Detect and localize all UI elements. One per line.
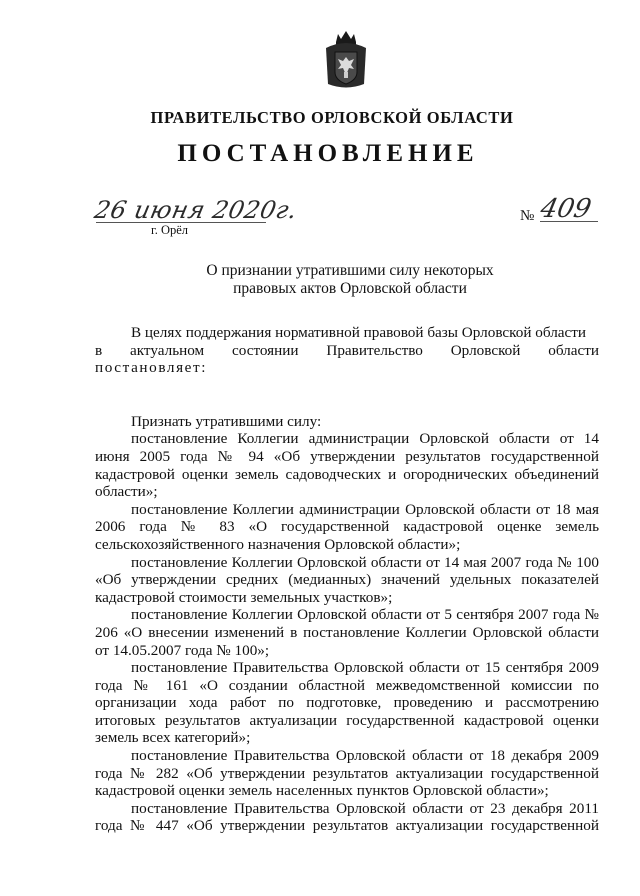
list-item: постановление Коллегии Орловской области от 5 сентября 2007 года № 206 «О внесении изменений в постановление Коллегии Орловской области от 14.05.2007 года № 100»; [95,606,599,659]
document-city: г. Орёл [151,223,189,237]
number-underline [540,221,598,222]
document-type-title: ПОСТАНОВЛЕНИЕ [177,140,479,167]
document-subject [150,262,550,298]
list-item: постановление Коллегии администрации Орловской области от 14 июня 2005 года № 94 «Об утверждении результатов государственной кадастровой оценки земель садоводческих и огороднических объединений области»; [95,430,599,501]
list-item: постановление Коллегии Орловской области от 14 мая 2007 года № 100 «Об утверждении средних (медианных) значений удельных показателей кадастровой стоимости земельных участков»; [95,553,599,606]
list-item: постановление Правительства Орловской области от 23 декабря 2011 года № 447 «Об утверждении результатов актуализации государственной [95,799,599,835]
paragraph-gap [95,377,599,413]
subject-line-1: О признании утратившими силу некоторых [206,262,494,279]
preamble-line-2: в актуальном состоянии Правительство Орловской области [95,341,599,359]
document-number: 409 [537,194,594,224]
list-item: постановление Коллегии администрации Орловской области от 18 мая 2006 года № 83 «О государственной кадастровой оценке земель сельскохозяйственного назначения Орловской области»; [95,500,599,553]
organization-title: ПРАВИТЕЛЬСТВО ОРЛОВСКОЙ ОБЛАСТИ [150,108,514,127]
subject-line-2: правовых актов Орловской области [233,280,467,297]
list-intro: Признать утратившими силу: [131,412,322,430]
list-item: постановление Правительства Орловской области от 18 декабря 2009 года № 282 «Об утверждении результатов актуализации государственной кадастровой оценки земель населенных пунктов Орловской области»; [95,747,599,800]
orel-region-coat-of-arms-icon [323,28,369,92]
number-label: № [520,208,535,224]
preamble-line-1: В целях поддержания нормативной правовой базы Орловской области [131,324,587,341]
list-item: постановление Правительства Орловской области от 15 сентября 2009 года № 161 «О создании областной межведомственной комиссии по организации хода работ по подготовке, проведению и рассмотрению итоговых результатов актуализации государственной кадастровой оценки земель всех категорий»; [95,659,599,747]
resolves-word: постановляет: [95,359,208,377]
document-body [95,324,599,835]
document-date: 26 июня 2020г. [92,196,300,224]
